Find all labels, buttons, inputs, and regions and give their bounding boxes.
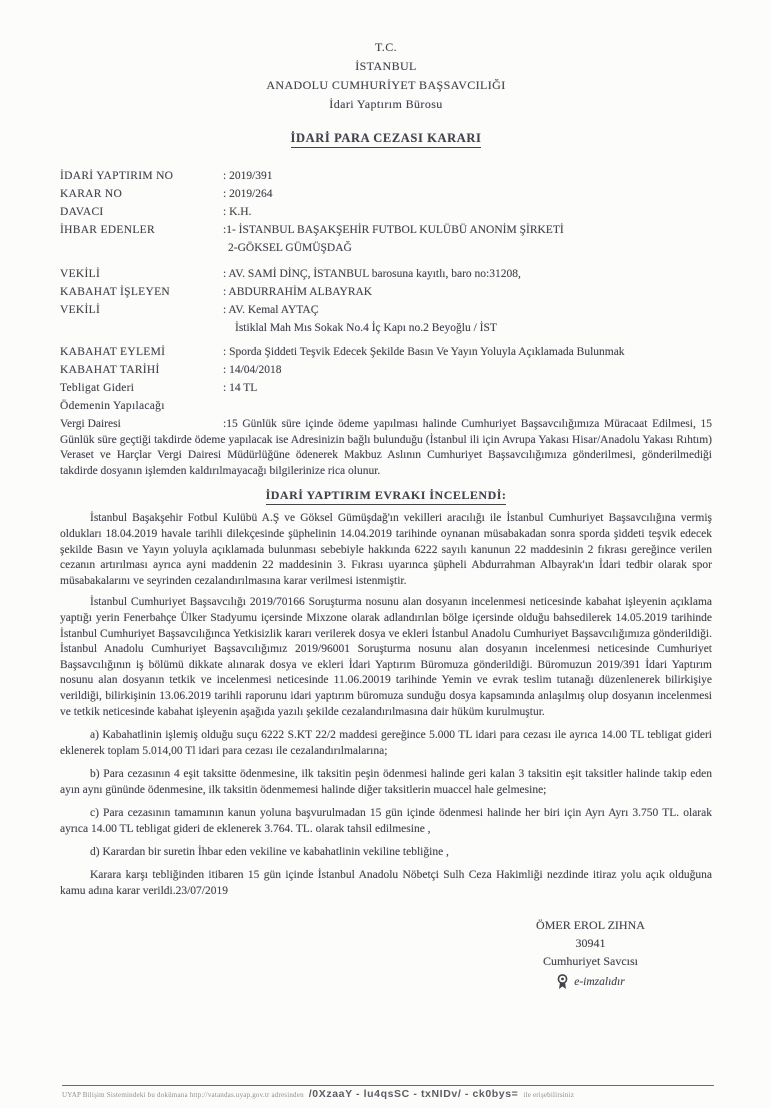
clause-d: d) Karardan bir suretin İhbar eden vekiline ve kabahatlinin vekiline tebliğine , bbox=[90, 846, 449, 859]
field-row bbox=[60, 343, 712, 361]
field-row bbox=[60, 301, 712, 319]
section-heading-wrap bbox=[60, 486, 712, 505]
field-value: : 2019/391 bbox=[223, 170, 273, 182]
field-value: : K.H. bbox=[223, 206, 252, 218]
field-value: : Sporda Şiddeti Teşvik Edecek Şekilde Basın Ve Yayın Yoluyla Açıklamada Bulunmak bbox=[223, 346, 625, 358]
field-row bbox=[60, 203, 712, 221]
spacer bbox=[60, 257, 712, 265]
field-label: KARAR NO bbox=[60, 188, 123, 200]
clause-c: c) Para cezasının tamamının kanun yoluna başvurulmadan 15 gün içinde ödenmesi halinde her biri için Ayrı Ayrı 3.750 TL. olarak ayrıca 14.00 TL tebligat gideri de eklenerek 3.764. TL. olarak tahsil edilmesine , bbox=[60, 807, 712, 836]
closing-paragraph: Karara karşı tebliğinden itibaren 15 gün içinde İstanbul Anadolu Nöbetçi Sulh Ceza Hakimliği nezdinde itiraz yolu açık olduğuna kamu adına karar verildi.23/07/2019 bbox=[60, 869, 712, 898]
field-label: Vergi Dairesi bbox=[60, 418, 121, 430]
document-header bbox=[60, 38, 712, 114]
field-value-continuation: 2-GÖKSEL GÜMÜŞDAĞ bbox=[228, 242, 352, 254]
field-value: : 14 TL bbox=[223, 382, 258, 394]
field-label: Tebligat Gideri bbox=[60, 382, 135, 394]
field-label: İDARİ YAPTIRIM NO bbox=[60, 170, 174, 182]
field-label: İHBAR EDENLER bbox=[60, 224, 155, 236]
prosecutor-title: Cumhuriyet Savcısı bbox=[543, 954, 638, 968]
field-label: KABAHAT EYLEMİ bbox=[60, 346, 166, 358]
prosecutor-registry-no: 30941 bbox=[575, 936, 606, 950]
field-label: VEKİLİ bbox=[60, 304, 101, 316]
field-value: : 2019/264 bbox=[223, 188, 273, 200]
section-heading: İDARİ YAPTIRIM EVRAKI İNCELENDİ: bbox=[266, 488, 507, 505]
document-title-wrap bbox=[60, 129, 712, 148]
payment-instructions: :15 Günlük süre içinde ödeme yapılması halinde Cumhuriyet Başsavcılığımıza Müracaat Edilmesi, 15 Günlük süre geçtiği takdirde ödeme yapılacak ise Adresinizin bağlı bulunduğu (İstanbul ili için Avrupa Yakası Hisar/Anadolu Yakası Rıhtım) Veraset ve Harçlar Vergi Dairesi Müdürlüğüne ödenerek Makbuz Aslının Cumhuriyet Başsavcılığımıza gönderilmesi, gönderilmediği takdirde dosyanın işlemden kaldırılmayacağı bilgilerinize rica olunur. bbox=[60, 418, 712, 477]
field-row bbox=[60, 167, 712, 185]
field-row bbox=[60, 185, 712, 203]
field-value bbox=[223, 397, 712, 415]
header-office: ANADOLU CUMHURİYET BAŞSAVCILIĞI bbox=[266, 78, 506, 92]
field-value: : AV. SAMİ DİNÇ, İSTANBUL barosuna kayıtlı, baro no:31208, bbox=[223, 268, 521, 280]
field-row bbox=[60, 361, 712, 379]
tax-office-payment-paragraph bbox=[60, 417, 712, 479]
footer-prefix: UYAP Bilişim Sistemindeki bu dokümana http://vatandas.uyap.gov.tr adresinden bbox=[62, 1091, 304, 1099]
esignature-label: e-imzalıdır bbox=[574, 976, 625, 988]
body-paragraph-2: İstanbul Cumhuriyet Başsavcılığı 2019/70166 Soruşturma nosunu alan dosyanın incelenmesi neticesinde kabahat işleyenin açıklama yaptığı yerin Fenerbahçe Ülker Stadyumu içersinde Mixzone olarak adlandırılan bölge içersinde olduğu bahsedilerek 14.05.2019 tarihinde İstanbul Cumhuriyet Başsavcılığınca Yetkisizlik kararı verilerek dosya ve ekleri İstanbul Anadolu Cumhuriyet Başsavcılığımıza gönderildiği. İstanbul Anadolu Cumhuriyet Başsavcılığımız 2019/96001 Soruşturma nosunu alan dosyanın incelenmesi neticesinde Cumhuriyet Başsavcılığının iş bölümü dikkate alınarak dosya ve ekleri İdari Yaptırım Büromuza gönderildiği. Büromuzun 2019/391 İdari Yaptırım nosunu alan dosyanın tetkik ve incelenmesi neticesinde 11.06.20019 tarihinde Yemin ve evrak teslim tutanağı düzenlenerek bilirkişiye verildiği, bilirkişinin 13.06.2019 tarihli raporunu idari yaptırım büromuza sunduğu dosya kapsamında anlaşılmış olup dosyanın incelenmesi ve tetkik neticesinde kabahat işleyenin aşağıda yazılı şekilde cezalandırılmasına dair hüküm kurulmuştur. bbox=[60, 596, 712, 718]
field-value: : ABDURRAHİM ALBAYRAK bbox=[223, 286, 373, 298]
ribbon-seal-icon bbox=[556, 974, 569, 990]
esignature-row bbox=[483, 973, 698, 991]
header-bureau: İdari Yaptırım Bürosu bbox=[329, 97, 443, 111]
footer-verification-code: /0XzaaY - lu4qsSC - txNIDv/ - ck0bys= bbox=[308, 1088, 519, 1100]
field-value-continuation: İstiklal Mah Mıs Sokak No.4 İç Kapı no.2 Beyoğlu / İST bbox=[235, 322, 497, 334]
body-paragraph-1: İstanbul Başakşehir Fotbul Kulübü A.Ş ve Göksel Gümüşdağ'ın vekilleri aracılığı ile İstanbul Cumhuriyet Başsavcılığına vermiş oldukları 18.04.2019 havale tarihli dilekçesinde şüphelinin 14.04.2019 tarihinde oynanan müsabakadan sonra sporda şiddeti teşvik edecek şekilde Basın ve Yayın yoluyla açıklamada bulunması sebebiyle hakkında 6222 sayılı kanunun 22 maddesinin 2 fıkrası gereğince verilen cezanın artırılması ayrıca ayni maddenin 22 maddesinin 3. Fıkrası uyarınca şüpheli Abdurrahman Albayrak'ın İdari tedbir olarak spor müsabakalarını ve seyrinden cezalandırılmasına karar verilmesi istenmiştir. bbox=[60, 512, 712, 587]
clause-a: a) Kabahatlinin işlemiş olduğu suçu 6222 S.KT 22/2 maddesi gereğince 5.000 TL idari para cezası ile ayrıca 14.00 TL tebligat gideri eklenerek toplam 5.014,00 Tl idari para cezası ile cezalandırılmalarına; bbox=[60, 729, 712, 758]
field-row bbox=[60, 397, 712, 415]
case-fields bbox=[60, 167, 712, 415]
clause-b: b) Para cezasının 4 eşit taksitte ödenmesine, ilk taksitin peşin ödenmesi halinde geri kalan 3 taksitin eşit taksitler halinde takip eden ayın aynı gününde ödenmesine, ilk taksitin ödenmemesi halinde diğer taksitlerin muaccel hale gelmesine; bbox=[60, 768, 712, 797]
header-republic: T.C. bbox=[374, 40, 398, 54]
field-value: : 14/04/2018 bbox=[223, 364, 282, 376]
field-label: KABAHAT TARİHİ bbox=[60, 364, 160, 376]
uyap-footer bbox=[62, 1085, 714, 1100]
signature-block bbox=[483, 916, 698, 991]
field-row bbox=[60, 265, 712, 283]
field-label: DAVACI bbox=[60, 206, 104, 218]
field-value: :1- İSTANBUL BAŞAKŞEHİR FUTBOL KULÜBÜ ANONİM ŞİRKETİ bbox=[223, 224, 564, 236]
field-value: : AV. Kemal AYTAÇ bbox=[223, 304, 319, 316]
field-row bbox=[60, 283, 712, 301]
field-row bbox=[60, 379, 712, 397]
field-row bbox=[60, 221, 712, 239]
prosecutor-name: ÖMER EROL ZIHNA bbox=[536, 918, 645, 932]
header-city: İSTANBUL bbox=[355, 59, 417, 73]
field-label: KABAHAT İŞLEYEN bbox=[60, 286, 171, 298]
field-label: Ödemenin Yapılacağı bbox=[60, 400, 165, 412]
document-title: İDARİ PARA CEZASI KARARI bbox=[291, 131, 482, 148]
field-label: VEKİLİ bbox=[60, 268, 101, 280]
footer-suffix: ile erişebilirsiniz bbox=[523, 1091, 575, 1099]
